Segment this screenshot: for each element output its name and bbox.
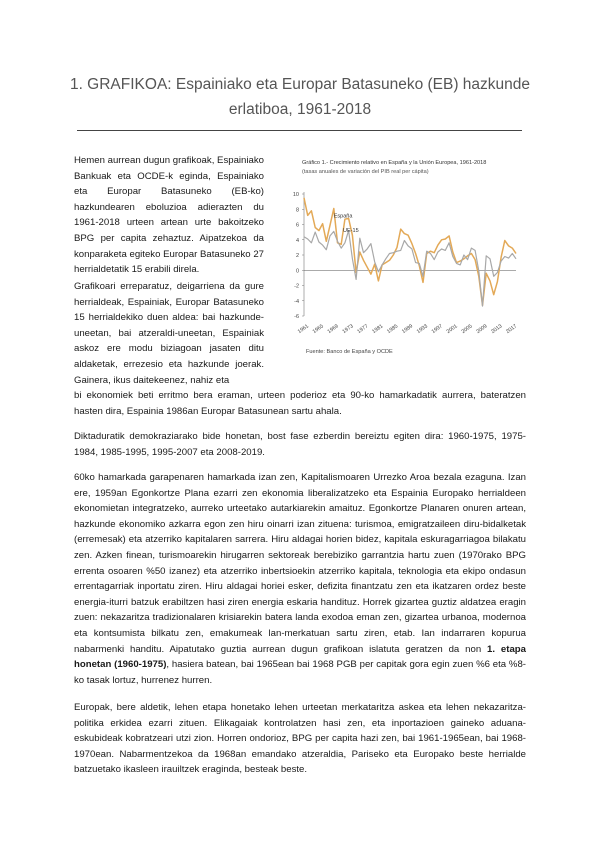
series-label-espana: España — [333, 213, 353, 220]
paragraph-2-part-2: bi ekonomiek beti erritmo bera eraman, urteen poderioz eta 90-ko hamarkadatik aurrera, bateratzen hasten dira, Espainia 1986an Europar Batasunean sartu ahala. — [74, 390, 526, 417]
x-tick-label: 1973 — [341, 323, 355, 336]
paragraph-2-part-1: Grafikoari erreparatuz, deigarriena da gure herrialdeak, Espainiak, Europar Batasuneko 15 herrialdekiko duen aldea: bai hazkunde-uneetan, bai atzeraldi-uneetan, Espainiak askoz ere modu biziagoan jasaten ditu aldaketak, errezesio eta hazkunde joerak. Gainera, ikus daitekeenez, nahiz eta — [74, 281, 264, 386]
y-tick-label: 10 — [292, 192, 299, 198]
chart-title: Gráfico 1.- Crecimiento relativo en España y la Unión Europea, 1961-2018 — [302, 160, 487, 166]
growth-chart — [276, 156, 524, 362]
page-title-line-1: 1. GRAFIKOA: Espainiako eta Europar Batasuneko (EB) hazkunde — [69, 76, 531, 93]
y-tick-label: 2 — [295, 253, 299, 259]
paragraph-4 — [74, 470, 526, 688]
x-tick-label: 1977 — [356, 323, 370, 336]
x-tick-label: 2005 — [460, 323, 474, 336]
x-tick-label: 1981 — [371, 323, 385, 336]
chart-source: Fuente: Banco de España y OCDE — [306, 349, 393, 355]
paragraph-4-text: 60ko hamarkada garapenaren hamarkada izan zen, Kapitalismoaren Urrezko Aroa bezala ezaguna. Izan ere, 1959an Egonkortze Plana ezarri zen ekonomia liberalizatzeko eta Espainia Europako herrialdeen ekonomietan integratzeko, aurreko urteetako autarkiarekin amaituz. Egonkortze Planaren onuren artean, hazkunde ekonomiko azkarra egon zen hiru oinarri izan zituena: turismoa, emigratzaileen diru-bidalketak (erremesak) eta atzerriko kapitalaren sarrera. Hiru aldagai horien bidez, kapitala eskuragarriagoa bilakatu zen. Azken finean, turismoarekin hirugarren sektoreak berebiziko garrantzia hartu zuen (1970rako BPG errenta osoaren %50 izanez) eta atzerriko inbertsioekin atzerriko kapitala, teknologia eta ekipo ondasun errentagarriak inportatu ziren. Hiru aldagai horiei esker, defizita finantzatu zen eta ikatzaren ordez beste energia-iturri batzuk erabiltzen hasi ziren energia eskaria handituz. Horrek gizartea guztiz aldatzea eragin zuen: nekazaritza tradizionalaren krisiarekin batera landa exodoa eman zen, gizartea urbanoa, modernoa eta kontsumista bilkatu zen, emakumeak lan-merkatuan sartu ziren, etab. Ian indarraren kopurua nabarmenki handitu. Aipatutako guztia aurrean dugun grafikoan islatuta geratzen da non — [74, 472, 526, 655]
y-tick-label: -4 — [294, 298, 299, 305]
page-title-line-2: erlatiboa, 1961-2018 — [228, 101, 372, 118]
y-tick-label: 4 — [295, 237, 299, 244]
x-tick-label: 1985 — [386, 323, 400, 336]
x-tick-label: 2017 — [505, 323, 519, 336]
y-tick-label: 0 — [295, 268, 299, 275]
x-tick-label: 2013 — [490, 323, 504, 336]
y-tick-label: -2 — [294, 283, 299, 290]
y-tick-label: 8 — [295, 207, 299, 214]
x-tick-label: 1961 — [296, 323, 310, 336]
paragraph-4-tail: , hasiera batean, bai 1965ean bai 1968 PGB per capitak gora egin zuen %6 eta %8-ko tasak lortuz, hurrenez hurren. — [74, 659, 526, 686]
x-tick-label: 1989 — [401, 323, 415, 336]
title-divider — [77, 130, 522, 131]
y-tick-label: -6 — [294, 314, 299, 320]
x-tick-label: 1969 — [326, 323, 340, 336]
paragraph-5: Europak, bere aldetik, lehen etapa honetako lehen urteetan merkataritza askea eta lehen nekazaritza-politika erkidea ezarri zituen. Elikagaiak kontrolatzen hasi zen, eta inportazioen gaineko aduana-eskubideak kobratzeari utzi zion. Horren ondorioz, BPG per capita hazi zen, bai 1961-1965ean, bai 1968-1970ean. Nabarmentzekoa da 1968an emandako atzeraldia, Pariseko eta Europako beste herrialde batzuetako ikasleen irauiltzek eraginda, besteak beste. — [74, 702, 526, 776]
series-label-ue-15: UE-15 — [343, 228, 359, 235]
x-tick-label: 1993 — [415, 323, 429, 336]
y-tick-label: 6 — [295, 222, 299, 229]
chart-subtitle: (tasas anuales de variación del PIB real per cápita) — [302, 169, 429, 175]
x-tick-label: 1965 — [311, 323, 325, 336]
chart-plot — [276, 156, 524, 346]
x-tick-label: 2001 — [445, 323, 459, 336]
intro-paragraph: Hemen aurrean dugun grafikoak, Espainiako Bankuak eta OCDE-k eginda, Espainiako eta Europar Batasuneko (EB-ko) hazkundearen eboluzioa adierazten du 1961-2018 urteen artean urte bakoitzeko BPG per capita zehaztuz. Aipatzekoa da konparaketa egiteko Europar Batasuneko 27 herrialdetatik 15 erabili direla. — [74, 155, 264, 276]
page-title — [60, 72, 540, 122]
x-tick-label: 2009 — [475, 323, 489, 336]
x-tick-label: 1997 — [430, 323, 444, 336]
paragraph-4-bold: 1. etapa honetan (1960-1975) — [74, 643, 526, 671]
paragraph-3: Diktaduratik demokraziarako bide honetan, bost fase ezberdin bereiztu egiten dira: 1960-1975, 1975-1984, 1985-1995, 1995-2007 eta 2008-2019. — [74, 431, 526, 458]
